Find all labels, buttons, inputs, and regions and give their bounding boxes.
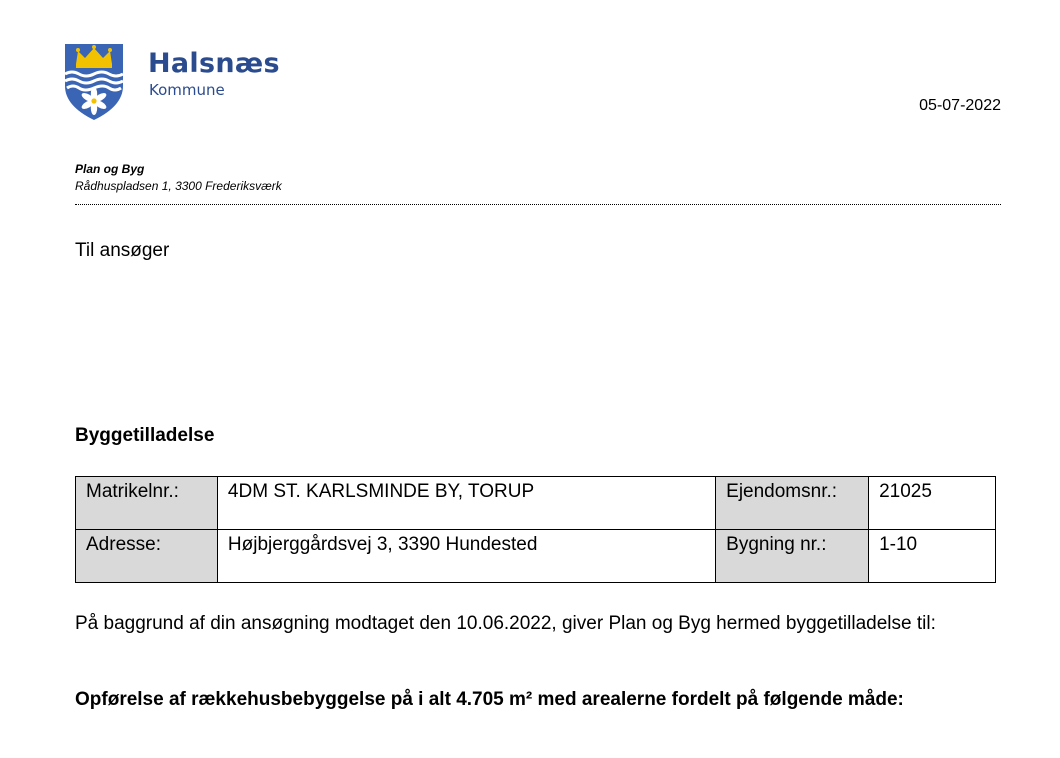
recipient: Til ansøger — [75, 240, 170, 261]
document-title: Byggetilladelse — [75, 425, 215, 446]
dotted-divider — [75, 204, 1001, 205]
address-value: Højbjerggårdsvej 3, 3390 Hundested — [217, 530, 715, 583]
crest-icon — [64, 42, 124, 122]
building-label: Bygning nr.: — [716, 530, 869, 583]
property-info-table — [75, 476, 996, 583]
ejendom-value: 21025 — [869, 477, 996, 530]
sender-department: Plan og Byg — [75, 162, 145, 176]
municipality-logo — [64, 42, 286, 122]
table-row — [76, 477, 996, 530]
permit-body-text: På baggrund af din ansøgning modtaget den 10.06.2022, giver Plan og Byg hermed byggetilladelse til: — [75, 613, 936, 634]
org-name: Halsnæs — [148, 48, 280, 79]
address-label: Adresse: — [76, 530, 218, 583]
ejendom-label: Ejendomsnr.: — [716, 477, 869, 530]
letter-date: 05-07-2022 — [919, 97, 1001, 114]
matrikel-label: Matrikelnr.: — [76, 477, 218, 530]
table-row — [76, 530, 996, 583]
sender-address: Rådhuspladsen 1, 3300 Frederiksværk — [75, 179, 282, 193]
matrikel-value: 4DM ST. KARLSMINDE BY, TORUP — [217, 477, 715, 530]
org-sub: Kommune — [149, 81, 225, 99]
permit-scope: Opførelse af rækkehusbebyggelse på i alt 4.705 m² med arealerne fordelt på følgende måde: — [75, 689, 904, 710]
sender-block — [75, 161, 282, 195]
building-value: 1-10 — [869, 530, 996, 583]
